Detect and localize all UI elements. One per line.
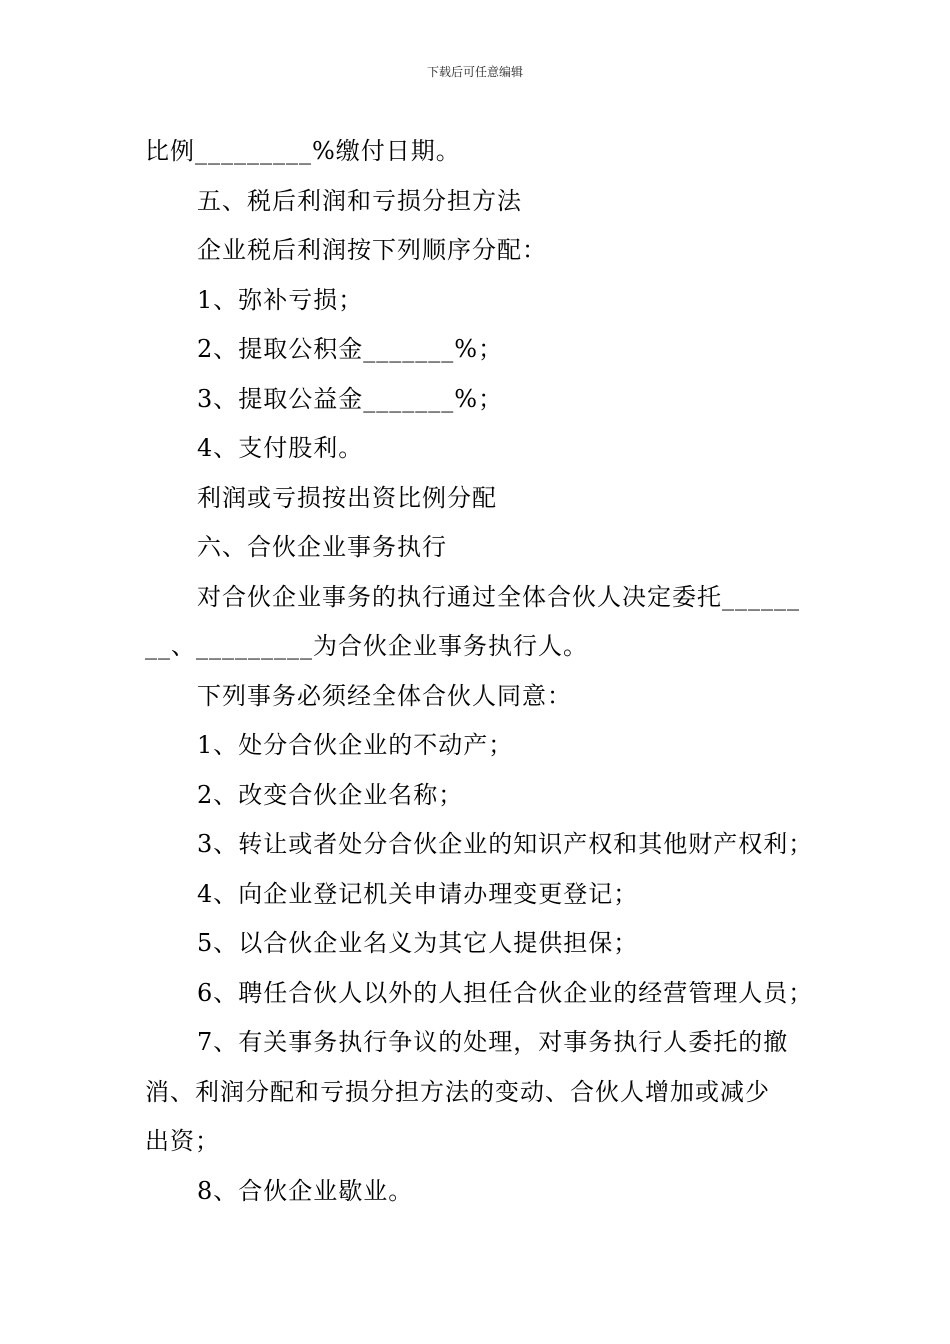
text-line: 出资；: [145, 1127, 220, 1155]
text-line: 利润或亏损按出资比例分配: [197, 483, 497, 512]
text-line: 下列事务必须经全体合伙人同意：: [197, 681, 572, 710]
document-body: [145, 127, 814, 1216]
list-item: 4、向企业登记机关申请办理变更登记；: [197, 879, 639, 908]
list-item: 5、以合伙企业名义为其它人提供担保；: [197, 929, 639, 957]
list-item: 2、提取公积金_______%；: [197, 335, 504, 363]
list-item: 3、提取公益金_______%；: [197, 384, 504, 413]
text-line: 消、利润分配和亏损分担方法的变动、合伙人增加或减少: [145, 1077, 770, 1106]
list-item: 2、改变合伙企业名称；: [197, 780, 464, 809]
section-heading: 六、合伙企业事务执行: [197, 533, 447, 561]
list-item: 1、弥补亏损；: [197, 285, 364, 314]
list-item: 1、处分合伙企业的不动产；: [197, 731, 514, 759]
list-item: 7、有关事务执行争议的处理，对事务执行人委托的撤: [197, 1028, 789, 1056]
text-line: 企业税后利润按下列顺序分配：: [197, 236, 547, 264]
list-item: 6、聘任合伙人以外的人担任合伙企业的经营管理人员；: [197, 978, 814, 1007]
text-line: 比例_________%缴付日期。: [145, 137, 461, 165]
page-header: 下载后可任意编辑: [426, 65, 523, 79]
list-item: 8、合伙企业歇业。: [197, 1176, 414, 1205]
section-heading: 五、税后利润和亏损分担方法: [197, 186, 522, 215]
text-line: __、_________为合伙企业事务执行人。: [145, 632, 588, 660]
list-item: 3、转让或者处分合伙企业的知识产权和其他财产权利；: [197, 830, 814, 858]
text-line: 对合伙企业事务的执行通过全体合伙人决定委托______: [197, 582, 800, 611]
list-item: 4、支付股利。: [197, 434, 364, 462]
